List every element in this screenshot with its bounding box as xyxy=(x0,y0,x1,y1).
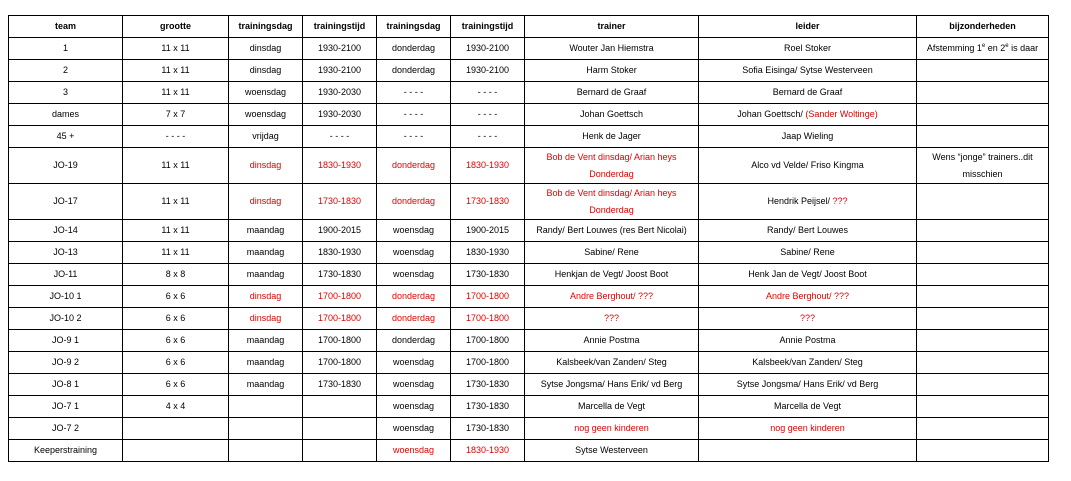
cell-dag2: woensdag xyxy=(377,418,451,440)
cell-dag1 xyxy=(229,396,303,418)
cell-grootte: 11 x 11 xyxy=(123,148,229,184)
cell-dag1: woensdag xyxy=(229,82,303,104)
cell-note xyxy=(917,184,1049,220)
cell-tijd1: 1830-1930 xyxy=(303,148,377,184)
cell-tijd1: 1830-1930 xyxy=(303,242,377,264)
cell-leider: Andre Berghout/ ??? xyxy=(699,286,917,308)
header-trainingstijd-2: trainingstijd xyxy=(451,16,525,38)
cell-dag1: maandag xyxy=(229,264,303,286)
cell-leider xyxy=(699,440,917,462)
cell-team: dames xyxy=(9,104,123,126)
table-row xyxy=(9,38,1049,60)
cell-grootte: 11 x 11 xyxy=(123,60,229,82)
cell-tijd1: 1730-1830 xyxy=(303,184,377,220)
cell-dag2: donderdag xyxy=(377,286,451,308)
cell-team: JO-17 xyxy=(9,184,123,220)
cell-note xyxy=(917,374,1049,396)
cell-tijd2: 1730-1830 xyxy=(451,374,525,396)
table-row xyxy=(9,374,1049,396)
cell-leider: Henk Jan de Vegt/ Joost Boot xyxy=(699,264,917,286)
cell-team: JO-9 2 xyxy=(9,352,123,374)
cell-dag1: maandag xyxy=(229,352,303,374)
schedule-sheet xyxy=(8,15,1049,462)
cell-grootte: 6 x 6 xyxy=(123,352,229,374)
cell-dag2: donderdag xyxy=(377,330,451,352)
cell-note xyxy=(917,104,1049,126)
cell-note xyxy=(917,308,1049,330)
cell-leider: Annie Postma xyxy=(699,330,917,352)
cell-dag2: woensdag xyxy=(377,220,451,242)
table-row xyxy=(9,418,1049,440)
cell-tijd2: 1900-2015 xyxy=(451,220,525,242)
cell-dag1: dinsdag xyxy=(229,60,303,82)
cell-grootte xyxy=(123,418,229,440)
header-trainingsdag-2: trainingsdag xyxy=(377,16,451,38)
cell-dag1: maandag xyxy=(229,374,303,396)
cell-leider: Jaap Wieling xyxy=(699,126,917,148)
cell-dag2: - - - - xyxy=(377,126,451,148)
cell-note xyxy=(917,264,1049,286)
header-leider: leider xyxy=(699,16,917,38)
cell-dag2: woensdag xyxy=(377,264,451,286)
leider-text: Hendrik Peijsel/ xyxy=(767,196,833,206)
table-row xyxy=(9,60,1049,82)
note-sup: e xyxy=(981,43,986,49)
table-row xyxy=(9,104,1049,126)
cell-note: Wens “jonge” trainers..dit misschien xyxy=(917,148,1049,184)
leider-text: Johan Goettsch/ xyxy=(737,109,806,119)
cell-dag2: donderdag xyxy=(377,38,451,60)
cell-dag1 xyxy=(229,418,303,440)
note-text: en 2 xyxy=(985,43,1006,53)
cell-leider: Sytse Jongsma/ Hans Erik/ vd Berg xyxy=(699,374,917,396)
cell-dag1: woensdag xyxy=(229,104,303,126)
cell-dag2: donderdag xyxy=(377,308,451,330)
cell-leider: Roel Stoker xyxy=(699,38,917,60)
header-trainingsdag-1: trainingsdag xyxy=(229,16,303,38)
cell-trainer: Bob de Vent dinsdag/ Arian heys Donderdag xyxy=(525,184,699,220)
cell-trainer: Marcella de Vegt xyxy=(525,396,699,418)
cell-team: JO-19 xyxy=(9,148,123,184)
cell-dag1: dinsdag xyxy=(229,286,303,308)
cell-team: JO-10 1 xyxy=(9,286,123,308)
cell-dag1: maandag xyxy=(229,220,303,242)
cell-team: JO-11 xyxy=(9,264,123,286)
cell-grootte: 11 x 11 xyxy=(123,242,229,264)
cell-grootte: 6 x 6 xyxy=(123,374,229,396)
cell-note xyxy=(917,330,1049,352)
header-trainingstijd-1: trainingstijd xyxy=(303,16,377,38)
cell-tijd2: - - - - xyxy=(451,104,525,126)
cell-note xyxy=(917,286,1049,308)
cell-leider: Kalsbeek/van Zanden/ Steg xyxy=(699,352,917,374)
cell-tijd2: 1930-2100 xyxy=(451,60,525,82)
cell-leider: nog geen kinderen xyxy=(699,418,917,440)
cell-grootte: 6 x 6 xyxy=(123,308,229,330)
cell-grootte: 8 x 8 xyxy=(123,264,229,286)
table-row xyxy=(9,286,1049,308)
cell-note xyxy=(917,418,1049,440)
cell-team: JO-7 2 xyxy=(9,418,123,440)
cell-grootte: 11 x 11 xyxy=(123,184,229,220)
cell-tijd2: 1730-1830 xyxy=(451,184,525,220)
cell-leider: Alco vd Velde/ Friso Kingma xyxy=(699,148,917,184)
cell-grootte: - - - - xyxy=(123,126,229,148)
cell-dag2: donderdag xyxy=(377,148,451,184)
cell-team: 45 + xyxy=(9,126,123,148)
cell-dag2: woensdag xyxy=(377,242,451,264)
cell-grootte: 11 x 11 xyxy=(123,82,229,104)
note-text: is daar xyxy=(1008,43,1039,53)
cell-note xyxy=(917,396,1049,418)
cell-dag1: dinsdag xyxy=(229,148,303,184)
cell-trainer: Sytse Westerveen xyxy=(525,440,699,462)
cell-team: 1 xyxy=(9,38,123,60)
cell-leider: Bernard de Graaf xyxy=(699,82,917,104)
cell-team: JO-9 1 xyxy=(9,330,123,352)
cell-note xyxy=(917,242,1049,264)
cell-note xyxy=(917,60,1049,82)
cell-note xyxy=(917,82,1049,104)
table-row xyxy=(9,184,1049,220)
leider-text-highlight: (Sander Woltinge) xyxy=(805,109,878,119)
cell-dag2: woensdag xyxy=(377,396,451,418)
cell-leider xyxy=(699,104,917,126)
table-row xyxy=(9,242,1049,264)
note-text: Afstemming 1 xyxy=(926,43,982,53)
cell-team: JO-13 xyxy=(9,242,123,264)
cell-grootte: 6 x 6 xyxy=(123,330,229,352)
cell-dag1: dinsdag xyxy=(229,184,303,220)
cell-trainer: Annie Postma xyxy=(525,330,699,352)
cell-tijd1: - - - - xyxy=(303,126,377,148)
cell-dag1: vrijdag xyxy=(229,126,303,148)
cell-grootte: 7 x 7 xyxy=(123,104,229,126)
cell-dag2: woensdag xyxy=(377,374,451,396)
cell-tijd2: 1830-1930 xyxy=(451,440,525,462)
cell-grootte: 11 x 11 xyxy=(123,38,229,60)
cell-leider: Marcella de Vegt xyxy=(699,396,917,418)
cell-team: JO-7 1 xyxy=(9,396,123,418)
cell-note xyxy=(917,440,1049,462)
cell-dag2: - - - - xyxy=(377,82,451,104)
cell-tijd2: 1700-1800 xyxy=(451,330,525,352)
cell-note xyxy=(917,38,1049,60)
table-row xyxy=(9,82,1049,104)
cell-trainer: ??? xyxy=(525,308,699,330)
cell-tijd2: 1930-2100 xyxy=(451,38,525,60)
table-row xyxy=(9,148,1049,184)
cell-dag1: dinsdag xyxy=(229,308,303,330)
header-row xyxy=(9,16,1049,38)
cell-grootte: 4 x 4 xyxy=(123,396,229,418)
cell-leider: Sabine/ Rene xyxy=(699,242,917,264)
cell-dag1: dinsdag xyxy=(229,38,303,60)
cell-tijd1: 1930-2100 xyxy=(303,38,377,60)
table-row xyxy=(9,440,1049,462)
cell-trainer: Sabine/ Rene xyxy=(525,242,699,264)
cell-tijd2: 1730-1830 xyxy=(451,418,525,440)
cell-trainer: Randy/ Bert Louwes (res Bert Nicolai) xyxy=(525,220,699,242)
cell-tijd1 xyxy=(303,418,377,440)
header-team: team xyxy=(9,16,123,38)
cell-tijd1 xyxy=(303,440,377,462)
cell-dag2: donderdag xyxy=(377,184,451,220)
cell-tijd2: 1700-1800 xyxy=(451,286,525,308)
cell-grootte: 6 x 6 xyxy=(123,286,229,308)
cell-tijd1: 1700-1800 xyxy=(303,286,377,308)
cell-leider xyxy=(699,184,917,220)
cell-tijd1: 1900-2015 xyxy=(303,220,377,242)
cell-tijd2: 1730-1830 xyxy=(451,396,525,418)
table-row xyxy=(9,352,1049,374)
table-row xyxy=(9,264,1049,286)
cell-trainer: Sytse Jongsma/ Hans Erik/ vd Berg xyxy=(525,374,699,396)
cell-dag1: maandag xyxy=(229,330,303,352)
cell-tijd2: 1700-1800 xyxy=(451,308,525,330)
cell-tijd1: 1930-2100 xyxy=(303,60,377,82)
cell-team: 2 xyxy=(9,60,123,82)
cell-tijd2: - - - - xyxy=(451,82,525,104)
cell-team: JO-10 2 xyxy=(9,308,123,330)
cell-trainer: Henkjan de Vegt/ Joost Boot xyxy=(525,264,699,286)
header-trainer: trainer xyxy=(525,16,699,38)
cell-trainer: nog geen kinderen xyxy=(525,418,699,440)
cell-dag1 xyxy=(229,440,303,462)
cell-trainer: Harm Stoker xyxy=(525,60,699,82)
cell-dag2: woensdag xyxy=(377,440,451,462)
header-bijzonderheden: bijzonderheden xyxy=(917,16,1049,38)
cell-leider: Randy/ Bert Louwes xyxy=(699,220,917,242)
table-row xyxy=(9,330,1049,352)
cell-team: 3 xyxy=(9,82,123,104)
cell-team: JO-8 1 xyxy=(9,374,123,396)
cell-trainer: Henk de Jager xyxy=(525,126,699,148)
cell-team: Keeperstraining xyxy=(9,440,123,462)
cell-tijd1 xyxy=(303,396,377,418)
cell-tijd1: 1730-1830 xyxy=(303,374,377,396)
cell-grootte xyxy=(123,440,229,462)
cell-tijd1: 1700-1800 xyxy=(303,352,377,374)
cell-trainer: Bernard de Graaf xyxy=(525,82,699,104)
table-row xyxy=(9,396,1049,418)
cell-tijd2: 1700-1800 xyxy=(451,352,525,374)
cell-tijd1: 1730-1830 xyxy=(303,264,377,286)
cell-tijd2: 1830-1930 xyxy=(451,242,525,264)
table-row xyxy=(9,308,1049,330)
cell-trainer: Andre Berghout/ ??? xyxy=(525,286,699,308)
cell-note xyxy=(917,220,1049,242)
cell-trainer: Bob de Vent dinsdag/ Arian heys Donderdag xyxy=(525,148,699,184)
cell-tijd1: 1930-2030 xyxy=(303,82,377,104)
cell-dag2: donderdag xyxy=(377,60,451,82)
cell-team: JO-14 xyxy=(9,220,123,242)
leider-text-highlight: ??? xyxy=(832,196,848,206)
cell-trainer: Kalsbeek/van Zanden/ Steg xyxy=(525,352,699,374)
cell-tijd2: 1730-1830 xyxy=(451,264,525,286)
cell-dag1: maandag xyxy=(229,242,303,264)
cell-note xyxy=(917,352,1049,374)
cell-trainer: Wouter Jan Hiemstra xyxy=(525,38,699,60)
cell-leider: Sofia Eisinga/ Sytse Westerveen xyxy=(699,60,917,82)
cell-note xyxy=(917,126,1049,148)
cell-tijd1: 1700-1800 xyxy=(303,308,377,330)
table-row xyxy=(9,220,1049,242)
header-grootte: grootte xyxy=(123,16,229,38)
cell-leider: ??? xyxy=(699,308,917,330)
cell-grootte: 11 x 11 xyxy=(123,220,229,242)
cell-tijd2: - - - - xyxy=(451,126,525,148)
cell-dag2: - - - - xyxy=(377,104,451,126)
cell-tijd1: 1700-1800 xyxy=(303,330,377,352)
cell-dag2: woensdag xyxy=(377,352,451,374)
table-row xyxy=(9,126,1049,148)
cell-tijd1: 1930-2030 xyxy=(303,104,377,126)
cell-trainer: Johan Goettsch xyxy=(525,104,699,126)
note-sup: e xyxy=(1005,43,1009,49)
training-schedule-table xyxy=(8,15,1049,462)
cell-tijd2: 1830-1930 xyxy=(451,148,525,184)
